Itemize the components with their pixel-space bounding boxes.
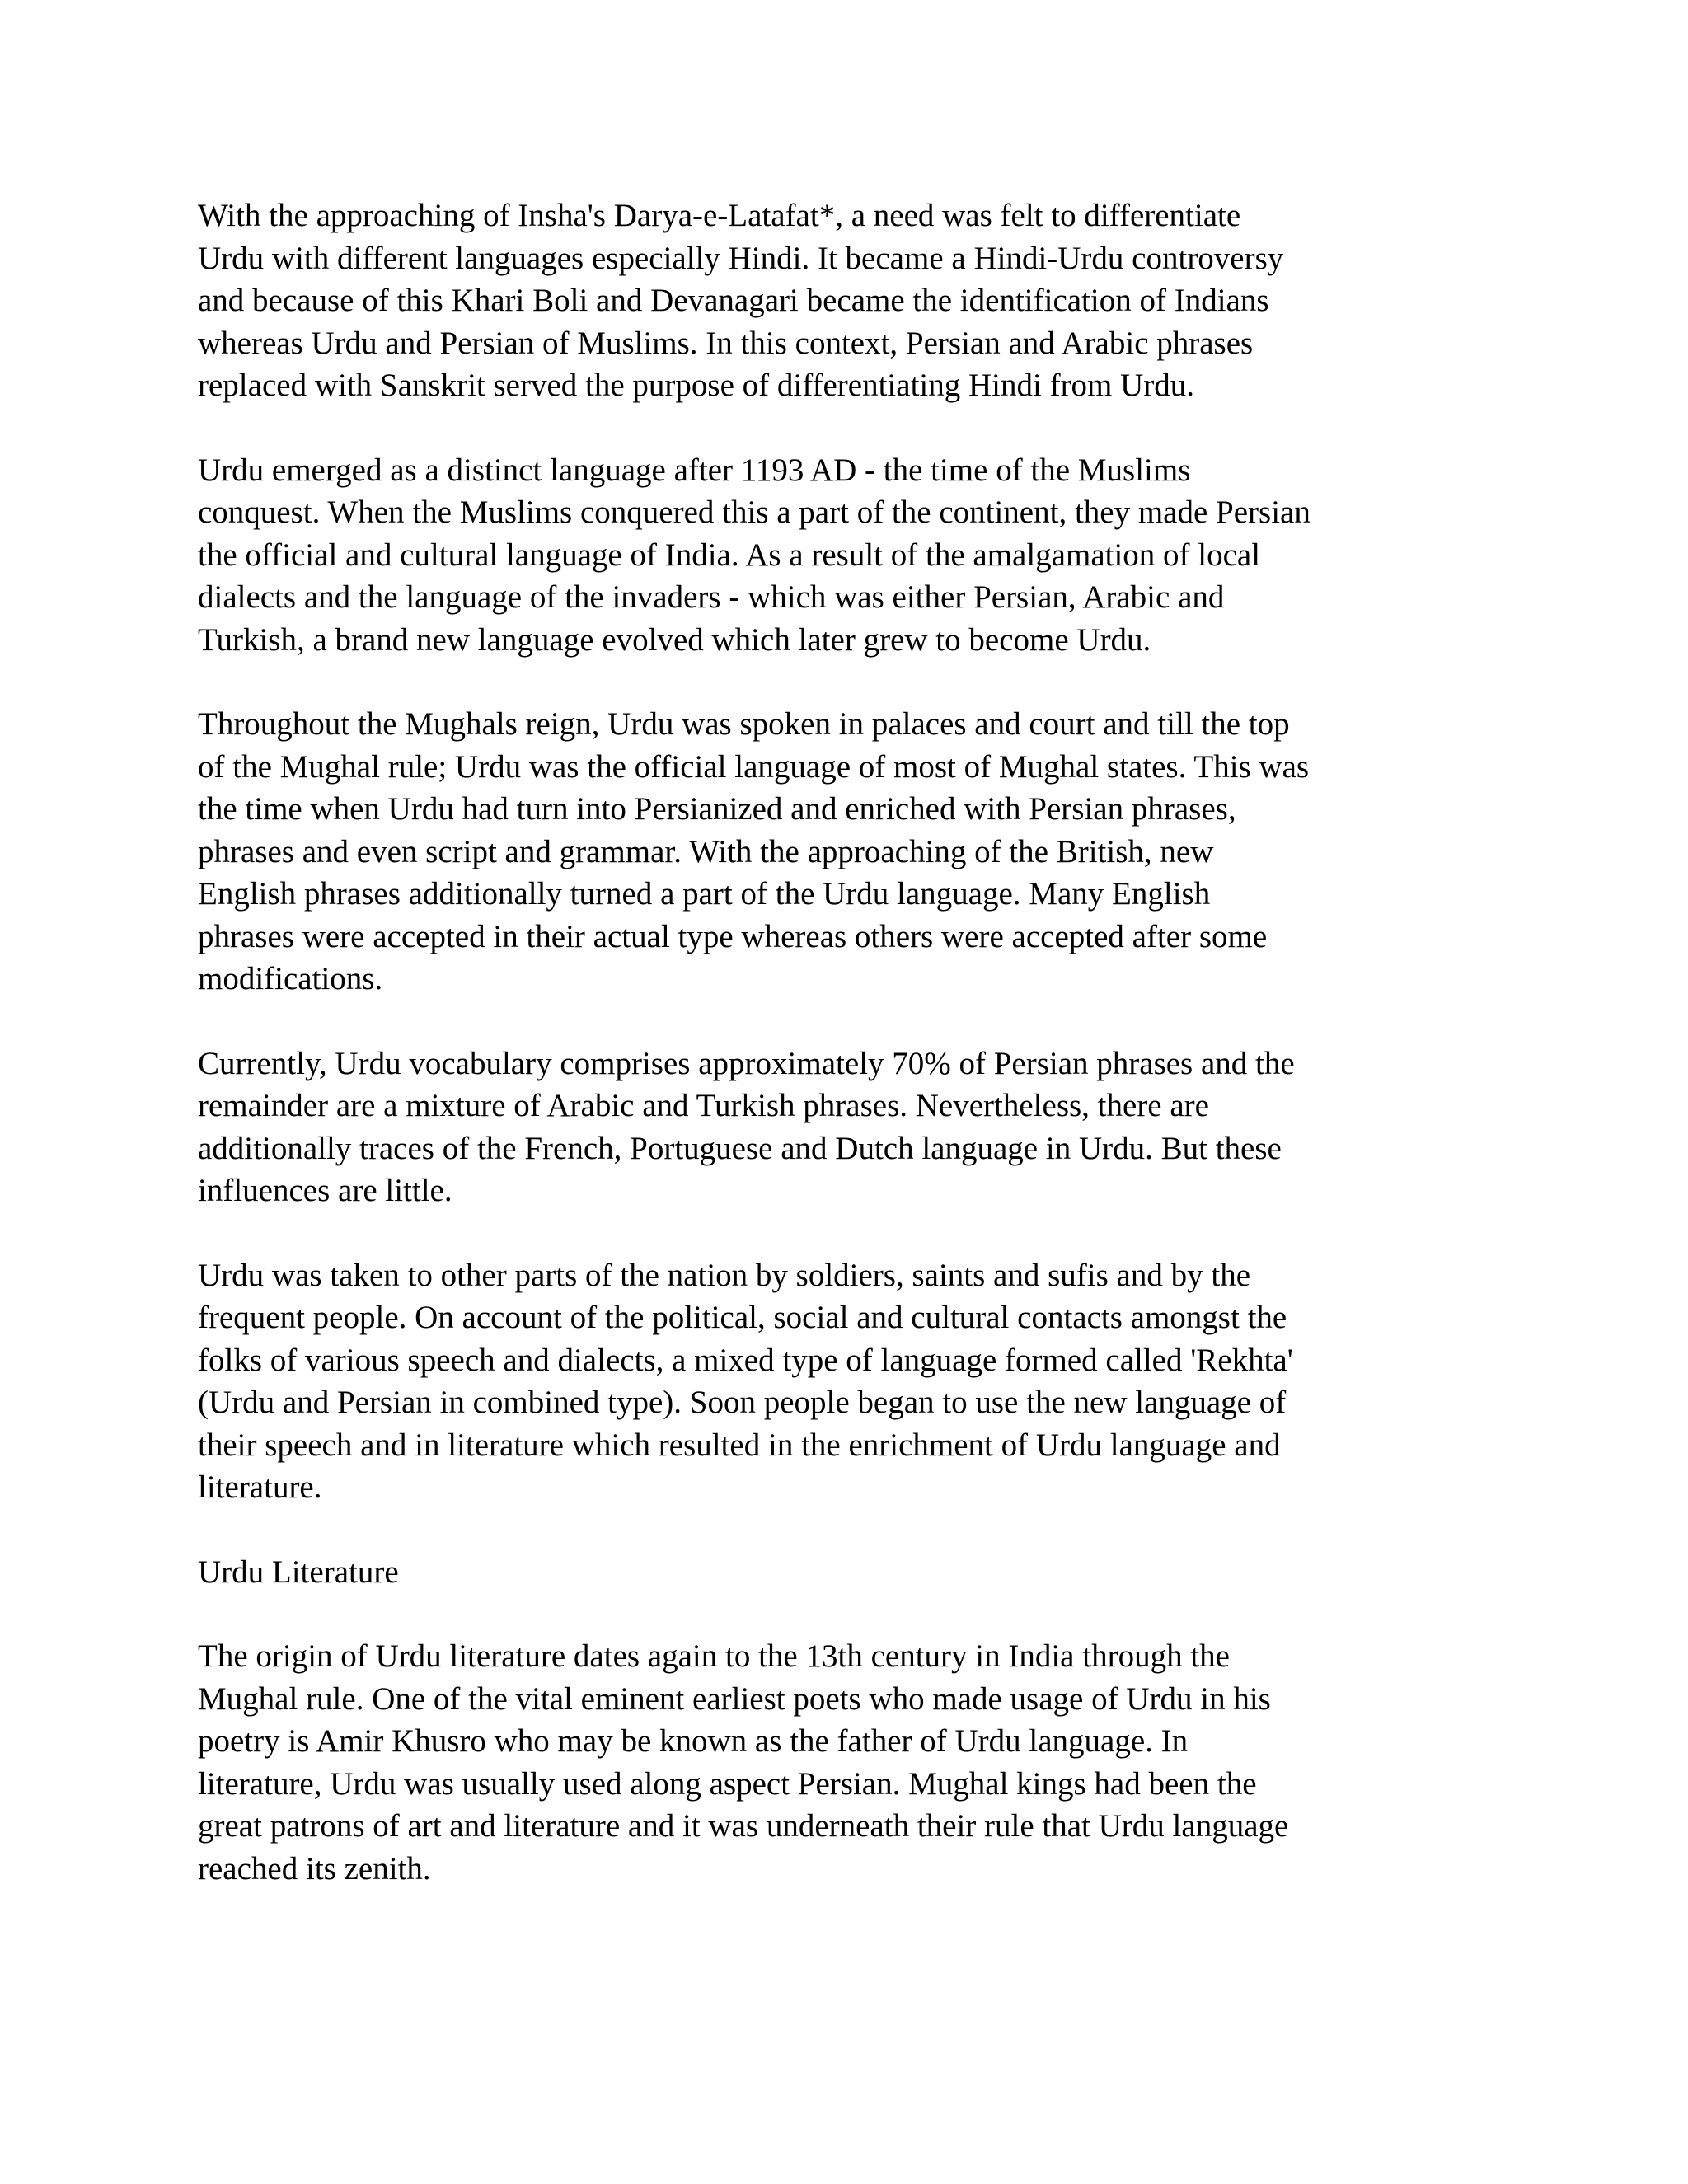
text-line: Turkish, a brand new language evolved which later grew to become Urdu.	[198, 621, 1151, 658]
text-line: dialects and the language of the invaders - which was either Persian, Arabic and	[198, 579, 1225, 615]
document-body	[198, 194, 1500, 1932]
text-line: the official and cultural language of India. As a result of the amalgamation of local	[198, 537, 1261, 573]
text-line: reached its zenith.	[198, 1850, 431, 1886]
text-line: Urdu emerged as a distinct language after 1193 AD - the time of the Muslims	[198, 452, 1191, 488]
text-line: poetry is Amir Khusro who may be known as the father of Urdu language. In	[198, 1723, 1189, 1759]
text-line: and because of this Khari Boli and Devanagari became the identification of Indians	[198, 283, 1269, 318]
text-line: Currently, Urdu vocabulary comprises approximately 70% of Persian phrases and the	[198, 1045, 1295, 1081]
text-line: great patrons of art and literature and it was underneath their rule that Urdu language	[198, 1808, 1289, 1844]
paragraph-insha-darya	[198, 194, 1500, 407]
text-line: Urdu with different languages especially Hindi. It became a Hindi-Urdu controversy	[198, 240, 1284, 276]
text-line: Throughout the Mughals reign, Urdu was spoken in palaces and court and till the top	[198, 706, 1290, 742]
text-line: whereas Urdu and Persian of Muslims. In this context, Persian and Arabic phrases	[198, 325, 1254, 361]
paragraph-urdu-literature-origin	[198, 1635, 1500, 1890]
text-line: influences are little.	[198, 1173, 452, 1208]
paragraph-rekhta	[198, 1254, 1500, 1509]
text-line: conquest. When the Muslims conquered this a part of the continent, they made Persian	[198, 494, 1311, 530]
text-line: (Urdu and Persian in combined type). Soon people began to use the new language of	[198, 1385, 1287, 1420]
paragraph-vocabulary	[198, 1043, 1500, 1212]
text-line: frequent people. On account of the political, social and cultural contacts amongst the	[198, 1300, 1287, 1335]
text-line: The origin of Urdu literature dates again to the 13th century in India through the	[198, 1638, 1230, 1674]
text-line: With the approaching of Insha's Darya-e-Latafat*, a need was felt to differentiate	[198, 198, 1241, 233]
text-line: of the Mughal rule; Urdu was the official language of most of Mughal states. This was	[198, 748, 1310, 785]
text-line: literature, Urdu was usually used along aspect Persian. Mughal kings had been the	[198, 1765, 1257, 1802]
text-line: remainder are a mixture of Arabic and Turkish phrases. Nevertheless, there are	[198, 1088, 1209, 1123]
text-line: literature.	[198, 1469, 322, 1505]
paragraph-mughals-reign	[198, 703, 1500, 1001]
text-line: folks of various speech and dialects, a mixed type of language formed called 'Rekhta'	[198, 1342, 1293, 1378]
paragraph-urdu-emerged	[198, 449, 1500, 662]
text-line: the time when Urdu had turn into Persianized and enriched with Persian phrases,	[198, 791, 1236, 827]
text-line: additionally traces of the French, Portuguese and Dutch language in Urdu. But these	[198, 1130, 1282, 1166]
text-line: Urdu was taken to other parts of the nation by soldiers, saints and sufis and by the	[198, 1257, 1251, 1293]
text-line: modifications.	[198, 961, 383, 996]
text-line: replaced with Sanskrit served the purpose of differentiating Hindi from Urdu.	[198, 368, 1195, 403]
text-line: phrases were accepted in their actual type whereas others were accepted after some	[198, 918, 1268, 954]
section-heading: Urdu Literature	[198, 1554, 399, 1590]
text-line: their speech and in literature which resulted in the enrichment of Urdu language and	[198, 1427, 1281, 1463]
text-line: phrases and even script and grammar. With the approaching of the British, new	[198, 833, 1214, 869]
text-line: Mughal rule. One of the vital eminent earliest poets who made usage of Urdu in his	[198, 1680, 1271, 1717]
text-line: English phrases additionally turned a part of the Urdu language. Many English	[198, 876, 1211, 912]
